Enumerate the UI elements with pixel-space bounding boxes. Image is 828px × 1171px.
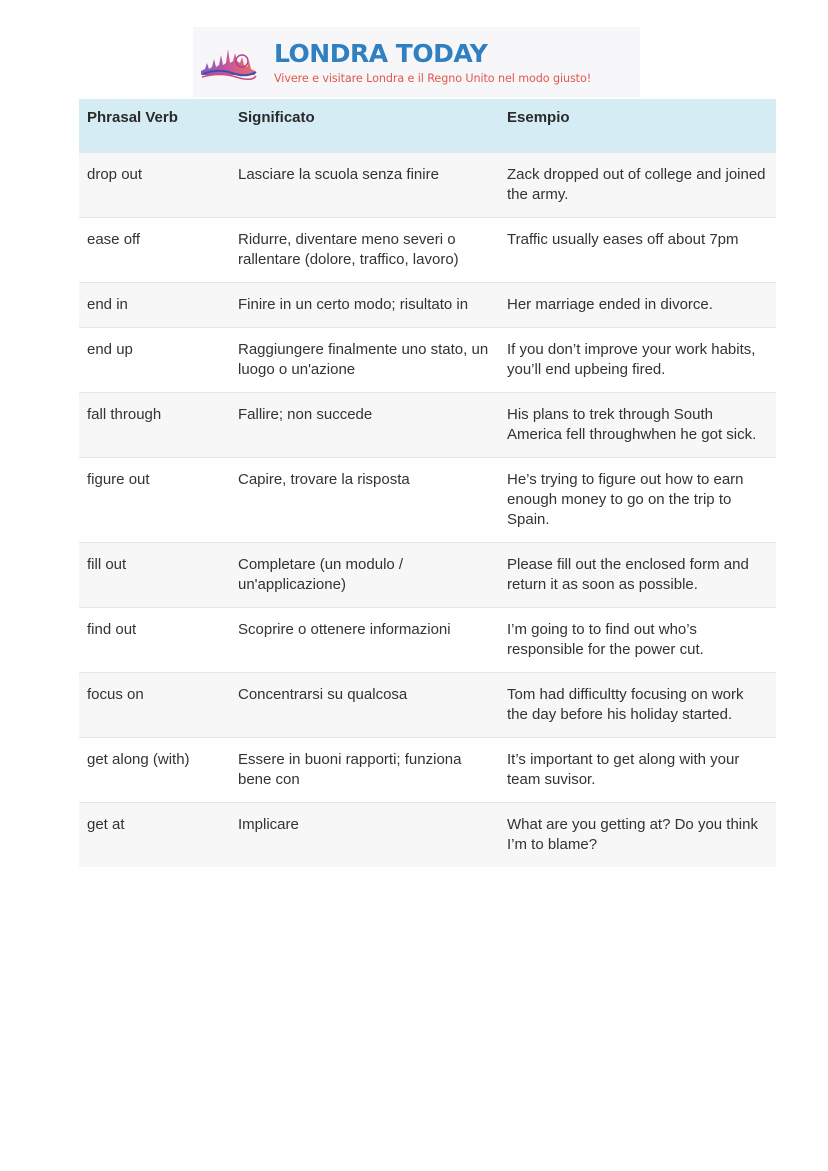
- meaning-cell: Fallire; non succede: [230, 392, 499, 457]
- example-cell: Tom had difficultty focusing on work the day before his holiday started.: [499, 672, 776, 737]
- meaning-cell: Concentrarsi su qualcosa: [230, 672, 499, 737]
- column-header-meaning: Significato: [230, 99, 499, 152]
- london-skyline-icon: [198, 39, 260, 85]
- meaning-cell: Finire in un certo modo; risultato in: [230, 282, 499, 327]
- example-cell: Her marriage ended in divorce.: [499, 282, 776, 327]
- table-row: [79, 152, 776, 217]
- table-row: [79, 607, 776, 672]
- example-cell: What are you getting at? Do you think I’m to blame?: [499, 802, 776, 867]
- meaning-cell: Capire, trovare la risposta: [230, 457, 499, 542]
- verb-cell: figure out: [79, 457, 230, 542]
- table-row: [79, 217, 776, 282]
- phrasal-verbs-table: [79, 99, 776, 867]
- meaning-cell: Scoprire o ottenere informazioni: [230, 607, 499, 672]
- table-row: [79, 457, 776, 542]
- brand-block: [274, 39, 591, 85]
- verb-cell: get at: [79, 802, 230, 867]
- column-header-example: Esempio: [499, 99, 776, 152]
- example-cell: He’s trying to figure out how to earn enough money to go on the trip to Spain.: [499, 457, 776, 542]
- verb-cell: end up: [79, 327, 230, 392]
- table-row: [79, 672, 776, 737]
- verb-cell: focus on: [79, 672, 230, 737]
- meaning-cell: Implicare: [230, 802, 499, 867]
- verb-cell: find out: [79, 607, 230, 672]
- table-row: [79, 542, 776, 607]
- table-row: [79, 327, 776, 392]
- site-banner: [193, 27, 640, 97]
- verb-cell: fill out: [79, 542, 230, 607]
- example-cell: Zack dropped out of college and joined the army.: [499, 152, 776, 217]
- verb-cell: fall through: [79, 392, 230, 457]
- meaning-cell: Completare (un modulo / un'applicazione): [230, 542, 499, 607]
- example-cell: Please fill out the enclosed form and return it as soon as possible.: [499, 542, 776, 607]
- verb-cell: end in: [79, 282, 230, 327]
- meaning-cell: Essere in buoni rapporti; funziona bene con: [230, 737, 499, 802]
- brand-tagline: Vivere e visitare Londra e il Regno Unito nel modo giusto!: [274, 72, 592, 85]
- verb-cell: get along (with): [79, 737, 230, 802]
- column-header-verb: Phrasal Verb: [79, 99, 230, 152]
- meaning-cell: Ridurre, diventare meno severi o rallentare (dolore, traffico, lavoro): [230, 217, 499, 282]
- example-cell: It’s important to get along with your team suvisor.: [499, 737, 776, 802]
- meaning-cell: Raggiungere finalmente uno stato, un luogo o un'azione: [230, 327, 499, 392]
- example-cell: His plans to trek through South America fell throughwhen he got sick.: [499, 392, 776, 457]
- example-cell: I’m going to to find out who’s responsible for the power cut.: [499, 607, 776, 672]
- table-header-row: [79, 99, 776, 152]
- brand-title: LONDRA TODAY: [274, 39, 488, 68]
- table-row: [79, 282, 776, 327]
- verb-cell: drop out: [79, 152, 230, 217]
- table-row: [79, 802, 776, 867]
- meaning-cell: Lasciare la scuola senza finire: [230, 152, 499, 217]
- table-row: [79, 392, 776, 457]
- table-row: [79, 737, 776, 802]
- example-cell: Traffic usually eases off about 7pm: [499, 217, 776, 282]
- verb-cell: ease off: [79, 217, 230, 282]
- example-cell: If you don’t improve your work habits, you’ll end upbeing fired.: [499, 327, 776, 392]
